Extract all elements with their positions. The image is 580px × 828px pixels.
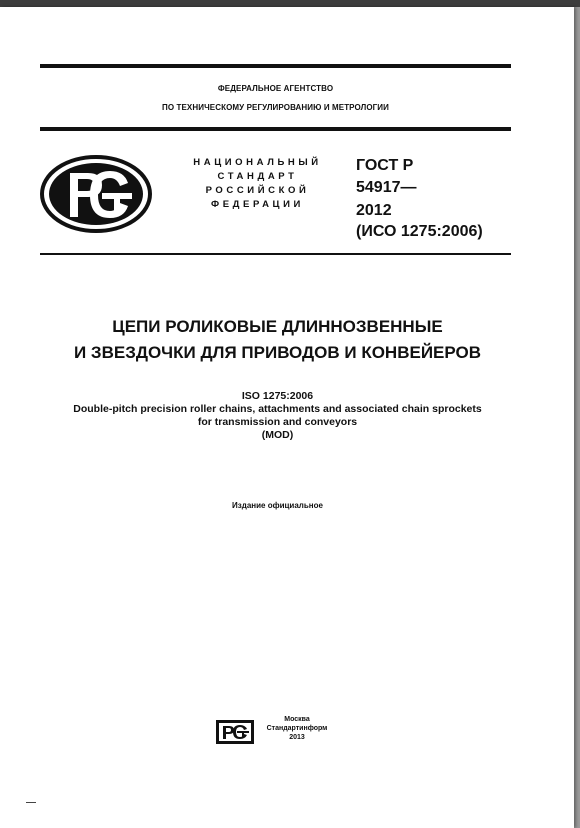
iso-title-line-2: for transmission and conveyors [197, 416, 358, 428]
standartinform-logo-icon [215, 719, 255, 750]
viewer-toolbar [0, 0, 580, 7]
iso-designation: ISO 1275:2006 [241, 390, 314, 402]
standard-type-line-2: СТАНДАРТ [217, 171, 298, 182]
publisher-year: 2013 [289, 734, 305, 741]
publisher-name: Стандартинформ [266, 725, 328, 732]
designation-line-4: (ИСО 1275:2006) [356, 223, 483, 240]
standard-type-line-1: НАЦИОНАЛЬНЫЙ [193, 157, 322, 168]
top-rule [40, 64, 511, 68]
agency-rule [40, 127, 511, 131]
title-line-2: И ЗВЕЗДОЧКИ ДЛЯ ПРИВОДОВ И КОНВЕЙЕРОВ [73, 343, 481, 362]
header-rule [40, 253, 511, 255]
iso-title-line-1: Double-pitch precision roller chains, attachments and associated chain sprockets [73, 403, 482, 415]
iso-modification: (MOD) [261, 429, 294, 441]
designation-line-2: 54917— [356, 179, 417, 196]
agency-line-1: ФЕДЕРАЛЬНОЕ АГЕНТСТВО [217, 84, 334, 93]
page-corner-mark [26, 802, 36, 803]
agency-line-2: ПО ТЕХНИЧЕСКОМУ РЕГУЛИРОВАНИЮ И МЕТРОЛОГИИ [161, 103, 390, 112]
title-line-1: ЦЕПИ РОЛИКОВЫЕ ДЛИННОЗВЕННЫЕ [112, 317, 443, 336]
standard-type-line-3: РОССИЙСКОЙ [205, 185, 310, 196]
standard-type-line-4: ФЕДЕРАЦИИ [211, 199, 304, 210]
edition-label: Издание официальное [232, 501, 323, 510]
document-page [0, 7, 574, 828]
rst-mark-logo-icon [40, 155, 152, 238]
designation-line-3: 2012 [356, 202, 392, 219]
designation-line-1: ГОСТ Р [356, 157, 414, 174]
publisher-city: Москва [284, 716, 310, 723]
